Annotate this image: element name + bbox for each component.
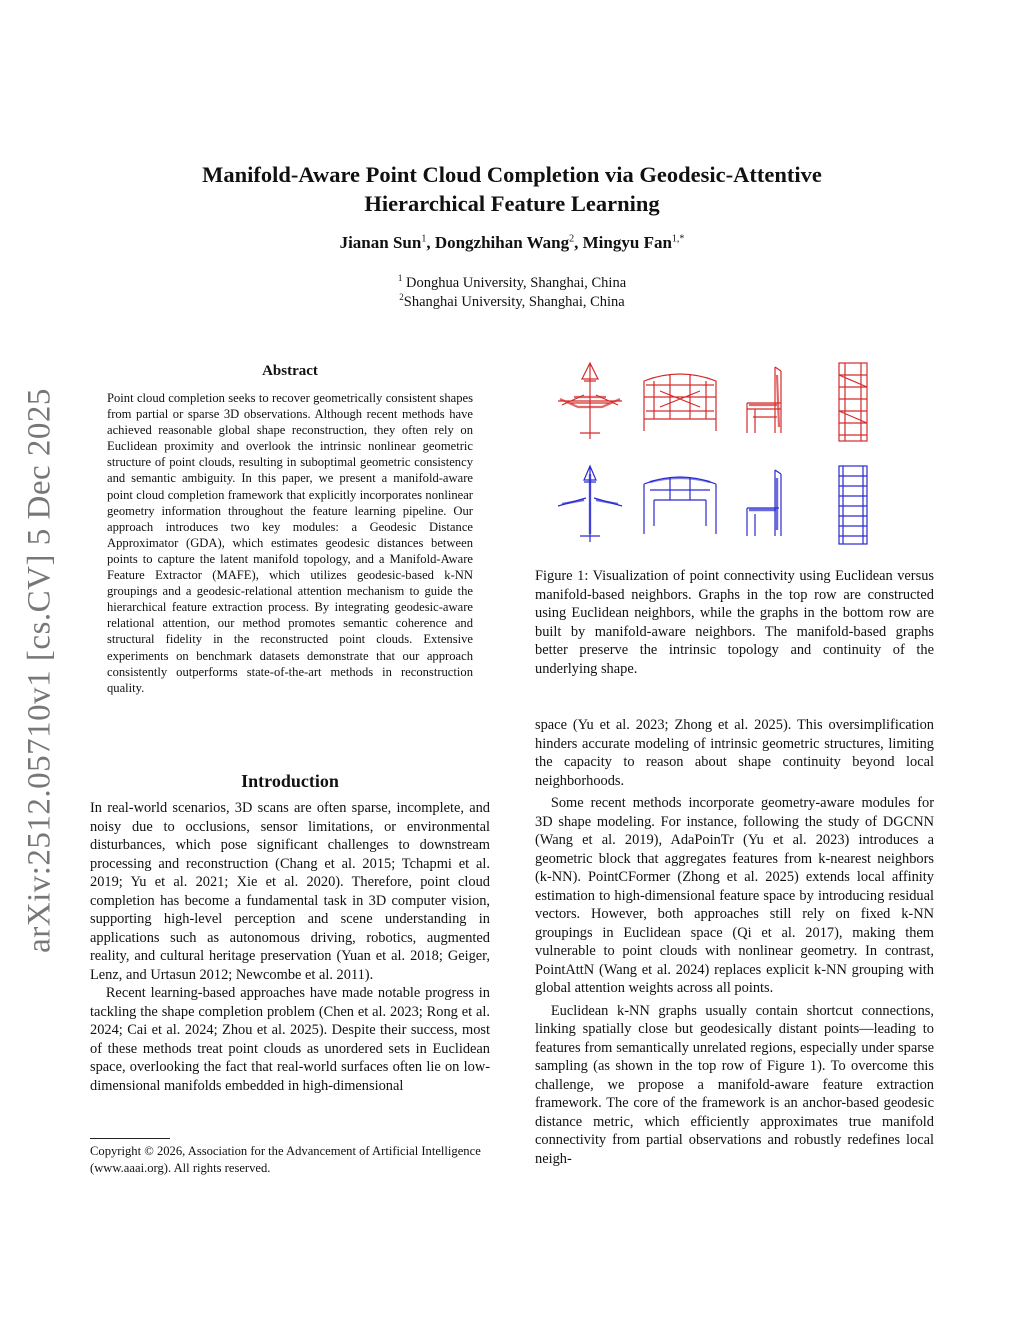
copyright-notice: Copyright © 2026, Association for the Advancement of Artificial Intelligence (www.aaai.org). All rights reserved. <box>90 1144 481 1175</box>
author-name: Dongzhihan Wang <box>434 233 570 252</box>
footnote-rule <box>90 1138 170 1139</box>
author-affiliation-mark: 2 <box>569 233 575 245</box>
paragraph: In real-world scenarios, 3D scans are often sparse, incomplete, and noisy due to occlusions, sensor limitations, or environmental disturbances, which pose significant challenges to downstream processing and reconstruction (Chang et al. 2015; Tchapmi et al. 2019; Yu et al. 2021; Xie et al. 2020). Therefore, point cloud completion has become a fundamental task in 3D computer vision, supporting high-level perception and scene understanding in applications such as autonomous driving, robotics, augmented reality, and cultural heritage preservation (Yuan et al. 2018; Geiger, Lenz, and Urtasun 2012; Newcombe et al. 2011). <box>90 800 490 983</box>
affiliation-1 <box>0 273 1024 292</box>
sofa-euclidean <box>644 374 716 431</box>
figure-1-point-clouds <box>535 356 934 556</box>
paper-title <box>100 160 924 218</box>
right-column-body <box>535 716 934 1168</box>
figure-1-caption: Figure 1: Visualization of point connectivity using Euclidean versus manifold-based neighbors. Graphs in the top row are constructed using Euclidean neighbors, while the graphs in the bottom row are built by manifold-aware neighbors. The manifold-based graphs better preserve the intrinsic topology and continuity of the underlying shape. <box>535 568 934 677</box>
affiliation-mark: 1 <box>397 273 403 283</box>
airplane-manifold <box>558 466 622 542</box>
chair-manifold <box>747 470 781 536</box>
chair-euclidean <box>747 367 781 433</box>
author-affiliation-mark: 1,* <box>671 233 685 245</box>
shelf-euclidean <box>839 363 867 441</box>
paragraph: Euclidean k-NN graphs usually contain shortcut connections, linking spatially close but geodesically distant points—leading to features from semantically unrelated regions, especially under sparse sampling (as shown in the top row of Figure 1). To overcome this challenge, we propose a manifold-aware feature extraction framework. The core of the framework is an anchor-based geodesic distance metric, which efficiently approximates true manifold connectivity from partial observations and robustly redefines local neigh- <box>535 1002 934 1167</box>
paragraph: Some recent methods incorporate geometry-aware modules for 3D shape modeling. For instance, following the study of DGCNN (Wang et al. 2019), AdaPoinTr (Yu et al. 2023) introduces a geometric block that aggregates features from k-nearest neighbors (k-NN). PointCFormer (Zhong et al. 2025) extends local affinity estimation to high-dimensional feature space by introducing residual vectors. However, both approaches still rely on fixed k-NN groupings in Euclidean space (Qi et al. 2017), making them vulnerable to point clouds with nonlinear geometry. In contrast, PointAttN (Wang et al. 2024) replaces explicit k-NN grouping with global attention weights across all points. <box>535 795 934 996</box>
author-name: Jianan Sun <box>339 233 422 252</box>
affiliation-text: Shanghai University, Shanghai, China <box>403 293 625 310</box>
author-name: Mingyu Fan <box>582 233 672 252</box>
paragraph: space (Yu et al. 2023; Zhong et al. 2025). This oversimplification hinders accurate modeling of intrinsic geometric structures, limiting the capacity to reason about shape continuity beyond local neighborhoods. <box>535 717 934 789</box>
arxiv-stamp: arXiv:2512.05710v1 [cs.CV] 5 Dec 2025 <box>21 388 58 953</box>
author-affiliation-mark: 1 <box>421 233 427 245</box>
title-line-1: Manifold-Aware Point Cloud Completion via Geodesic-Attentive <box>202 162 822 187</box>
sofa-manifold <box>644 477 716 534</box>
introduction-body <box>90 799 490 1095</box>
affiliation-mark: 2 <box>399 292 404 302</box>
abstract-text: Point cloud completion seeks to recover geometrically consistent shapes from partial or sparse 3D observations. Although recent methods have achieved reasonable global shape reconstruction, they often rely on Euclidean proximity and overlook the intrinsic nonlinear geometric structure of point clouds, resulting in suboptimal geometric consistency and semantic ambiguity. In this paper, we present a manifold-aware point cloud completion framework that explicitly incorporates nonlinear geometry information throughout the feature learning pipeline. Our approach introduces two key modules: a Geodesic Distance Approximator (GDA), which estimates geodesic distances between points to capture the latent manifold topology, and a Manifold-Aware Feature Extractor (MAFE), which utilizes geodesic-based k-NN groupings and a geodesic-relational attention mechanism to guide the hierarchical feature extraction process. By integrating geodesic-aware relational attention, our method promotes semantic coherence and structural fidelity in the reconstructed point clouds. Extensive experiments on benchmark datasets demonstrate that our approach consistently outperforms state-of-the-art methods in reconstruction quality. <box>107 391 473 695</box>
title-line-2: Hierarchical Feature Learning <box>364 191 660 216</box>
shelf-manifold <box>839 466 867 544</box>
affiliation-text: Donghua University, Shanghai, China <box>402 274 627 291</box>
airplane-euclidean <box>558 363 622 439</box>
abstract-heading: Abstract <box>262 363 318 379</box>
author-list: Jianan Sun$^1$, Dongzhihan Wang$^2$, Mingyu Fan$^{1,*}$ <box>339 233 685 252</box>
affiliation-2 <box>0 292 1024 311</box>
euclidean-row <box>558 363 867 441</box>
introduction-heading: Introduction <box>241 771 339 791</box>
manifold-row <box>558 466 867 544</box>
paragraph: Recent learning-based approaches have made notable progress in tackling the shape completion problem (Chen et al. 2023; Rong et al. 2024; Cai et al. 2024; Zhou et al. 2025). Despite their success, most of these methods treat point clouds as unordered sets in Euclidean space, overlooking the fact that real-world surfaces often lie on low-dimensional manifolds embedded in high-dimensional <box>90 985 490 1094</box>
